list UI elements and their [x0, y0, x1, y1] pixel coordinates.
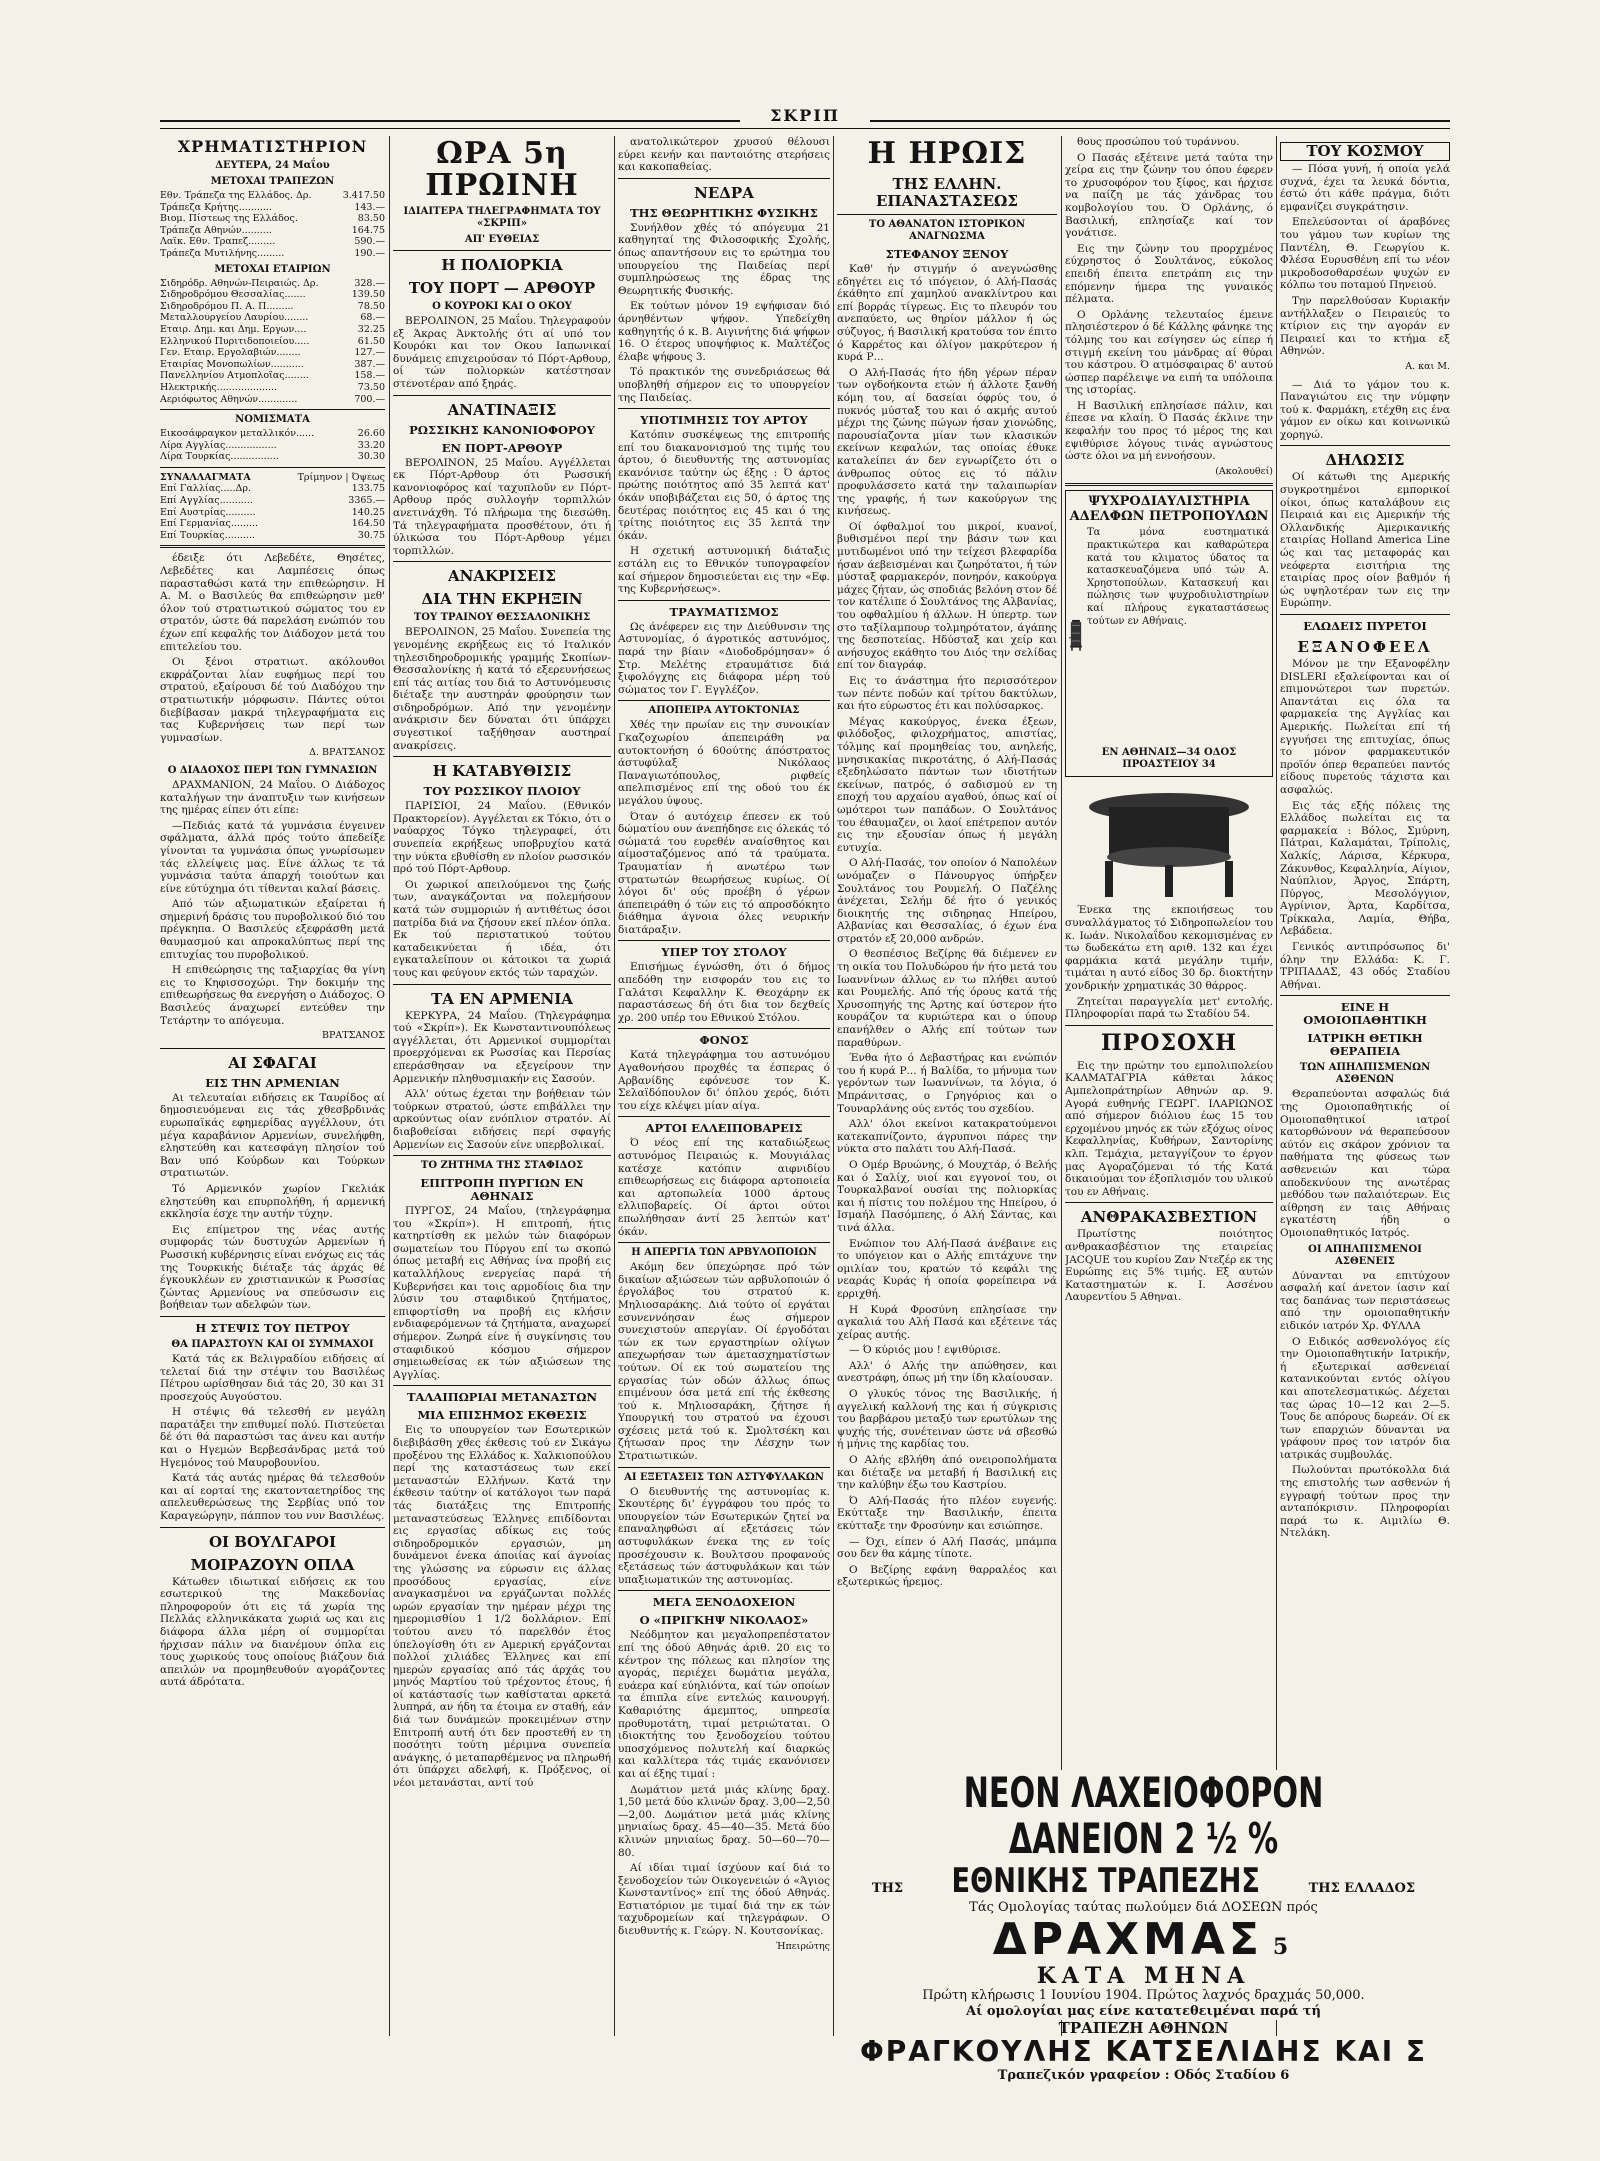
- article-text: Οί κάτωθι της Αμερικής συγκροτημένοι εμπορικοί οίκοι, όπως καταλάβουν εις Πειραιά και εις Αμερικήν τής Ολλανδικής Αμερικανικής εταιρίας Holland America Line ώς και τας μεταφοράς και νεόφερτα εισιτήρια της εταιρίας προς οίον βαθμόν ή ώς υψηλοτέραν των εις την Ευρώπην.: [1280, 471, 1450, 610]
- article-text: Ενώπιον του Αλή-Πασά άνέβαινε εις το υπόγειον και ο Αλής επιτάχυνε την ομιλίαν του, κρατών τό κεφάλι της νεαράς Κυράς ή οποία φορείπειρα νά ερριχθή.: [837, 1237, 1057, 1300]
- article-text: Γενικός αντιπρόσωπος δι' όλην την Ελλάδα: Κ. Γ. ΤΡΙΠΑΔΑΣ, 43 οδός Σταδίου Αθήναι.: [1280, 941, 1450, 991]
- market-row: Σιδηροδρόμου Θεσσαλίας....... 139.50: [160, 289, 385, 301]
- headline: ΝΕΔΡΑ: [694, 183, 754, 202]
- headline: ΜΙΑ ΕΠΙΣΗΜΟΣ ΕΚΘΕΣΙΣ: [417, 1408, 587, 1423]
- article-text: Ο Αλή-Πασάς ήτο ήδη γέρων πέραν των ογδοήκοντα ετών ή άλλοτε ξανθή κόμη του, αί δασείαι όφρύς του, ό πυκνός μύσταξ του και ό ακμής αυτού μέχρι της ζώνης πώγων ήσαν χιονώδης, παρουσίαζοντα μίαν των κλασικών εκείνων κεφαλών, τας οποίας έθυκε καταλείπει άν δεν εγνωρίζετο ότι ο άνθρωπος ούτος εις τό πάλιν προφυλάσσετο κατά την ταλαιπωρίαν της γραφής, ή των κακούργων της κινήσεως.: [837, 366, 1057, 518]
- article-text: Θεραπεύονται ασφαλώς διά της Ομοιοπαθητικής οί Ομοιοπαθητικοί ιατροί κατορθώνουν νά θεραπεύσουν αύτόν εις σκάρον χρόνιον τα παθήματα της φύσεως των ασθενειών και τώρα αποδεκνύουν της ανωτέρας μεθόδου των παλαιότερων. Εις αίθρηση εν ταις Αθήναις εγκατέστη ήδη ο Ομοιοπαθητικός Ιατρός.: [1280, 1088, 1450, 1239]
- signature: (Ακολουθεί): [1215, 465, 1273, 477]
- article-text: Πρωτίστης ποιότητος ανθρακασβέστιον της εταιρείας JACQUE του κυρίου Ζαν Ντεζέρ εκ της Ευρώπης εις 5% τιμής. Εξ αυτών Καταστηματών κ. Ι. Ασσένου Λαυρεντίου 5 Αθηναι.: [1065, 1228, 1273, 1304]
- section-title: ΩΡΑ 5η ΠΡΩΙΝΗ: [425, 136, 579, 203]
- article-text: Αί ιδίαι τιμαί ίσχύουν καί διά το ξενοδοχείον τών Οικογενειών ό «Άγιος Κωνσταντίνος» επί της όδού Αθηνάς. Εστιατόριον με τιμαί διά την εκ τών ταχυδρομείων καί τηλεγράφων. Ο διευθυντής κ. Γεώργ. Ν. Κουτσονίκας.: [618, 1862, 830, 1938]
- column-divider: [389, 136, 390, 2036]
- article-text: Ο Πασάς εξέτεινε μετά ταύτα την χείρα εις την ζώνην του όπου έφερεν το χρυσοφόρον του ξίφος, και ήρχισε να παίζη με τάς χάνδρας του κομβολογίου του. Ό Ορλάνης, ό Βασιλική, επλησίαζε καί τον γονάτισε.: [1065, 151, 1273, 240]
- coins-table: [160, 428, 385, 463]
- serial-title: Η ΗΡΩΙΣ: [867, 136, 1027, 171]
- ad-line: ΚΑΤΑ ΜΗΝΑ: [1036, 1963, 1251, 1989]
- headline: ΙΑΤΡΙΚΗ ΘΕΤΙΚΗ ΘΕΡΑΠΕΙΑ: [1307, 1031, 1423, 1059]
- article-text: — Διά το γάμον του κ. Παναγιώτου εις την νύμφην τού κ. Φαρμάκη, ετέχθη εις ένα γάμον εν οίκω και κοινωνικώ χορηγώ.: [1280, 378, 1450, 441]
- ad-line: ΝΕΟΝ ΛΑΧΕΙΟΦΟΡΟΝ ΔΑΝΕΙΟΝ 2 ½ %: [963, 1768, 1324, 1863]
- market-row: Τράπεζα Αθηνών.......... 164.75: [160, 224, 385, 236]
- column-divider: [614, 136, 615, 2036]
- market-row: Λίρα Αγγλίας................. 33.20: [160, 439, 385, 451]
- article-text: Τό Αρμενικόν χωρίον Γκελιάκ εληστεύθη και επυρπολήθη, ή αρμενική εκκλησία έσχε την αυτήν τύχην.: [160, 1182, 385, 1221]
- article-text: Συνήλθον χθές τό απόγευμα 21 καθηγηταί της Φιλοσοφικής Σχολής, όπως απαντήσουν εις το ερώτημα του υπουργείου της Παιδείας περί συμπληρώσεως της έδρας της Θεωρητικής Φυσικής.: [618, 221, 830, 297]
- market-row: Τράπεζα Μυτιλήνης......... 190.—: [160, 247, 385, 259]
- signature: ΒΡΑΤΣΑΝΟΣ: [322, 1030, 385, 1042]
- ad-address: ΕΝ ΑΘΗΝΑΙΣ—34 ΟΔΟΣ ΠΡΟΑΣΤΕΙΟΥ 34: [1101, 747, 1237, 771]
- article-text: Δωμάτιον μετά μιάς κλίνης δραχ. 1,50 μετά δύο κλινών δραχ. 3,00—2,50—2,00. Δωμάτιον μετά μιάς κλίνης μηνιαίως δραχ. 45—40—35. Μετά δύο κλινών μηνιαίως δραχ. 50—60—70—80.: [618, 1783, 830, 1859]
- article-text: Ο Αλής εβλήθη άπό ονειροπολήματα και διέταξε να μεταβή ή Βασιλική εις την καλύβην έξω του Καστρίου.: [837, 1454, 1057, 1492]
- headline: ΕΛΩΔΕΙΣ ΠΥΡΕΤΟΙ: [1303, 619, 1427, 633]
- column-5: [1065, 136, 1273, 2036]
- article-text: Ο Ομέρ Βρυώνης, ό Μουχτάρ, ό Βελής και ό Σαλίχ, υιοί και εγγονοί του, οι Τουρκαλβανοί ουσίαι της πολιορκίας και ή πίστις του πολέμου της Ηπείρου, ό Ισμαήλ Πασόμπεης, ό Αλή Σάντας, και τινά άλλα.: [837, 1158, 1057, 1234]
- column-divider: [1061, 136, 1062, 2036]
- headline: ΑΝΑΤΙΝΑΞΙΣ: [447, 400, 557, 419]
- market-title: ΧΡΗΜΑΤΙΣΤΗΡΙΟΝ: [177, 137, 368, 156]
- filter-advert: [1065, 490, 1273, 777]
- article-text: ανατολικώτερον χρυσού θέλουσι εύρει κενήν και παντοιότης στερήσεις και κακοπαθείας.: [618, 136, 830, 174]
- article-text: Την παρελθούσαν Κυριακήν αντήλλαξεν ο Πειραιεύς το κτίριον εις την αγοράν εν Πειραιεί και το κτήμα εξ Αθηνών.: [1280, 294, 1450, 358]
- headline: ΡΩΣΣΙΚΗΣ ΚΑΝΟΝΙΟΦΟΡΟΥ: [409, 422, 595, 437]
- headline: ΤΡΑΥΜΑΤΙΣΜΟΣ: [669, 604, 779, 619]
- signature: Ήπειρώτης: [775, 1940, 830, 1952]
- article-text: Κάτωθεν ιδιωτικαί ειδήσεις εκ του εσωτερικού της Μακεδονίας πληροφορούν ότι εις τά χωρία της Πελλάς ελληνικάκατα χωριά ως και εις διάφορα άλλα μέρη οί συμμορίται ήρχισαν πάλιν να διανέμουν όπλα εις τους χωρικούς τους οποίους βιάζουν διά απειλών να προμηθευθούν αγοράζοντες αυτά άδρότατα.: [160, 1575, 385, 1689]
- market-row: Μεταλλουργείου Λαυρίου........ 68.—: [160, 312, 385, 324]
- article-text: ΠΥΡΓΟΣ, 24 Μαΐου, (τηλεγράφημα του «Σκρίπ»). Η επιτροπή, ήτις κατηρτίσθη εκ μελών τών διαφόρων σωματείων του Πύργου επί τω σκοπώ όπως μεταβή εις Αθήνας ίνα προβή εις καταλλήλους ενεργείας παρά τή Κυβερνήσει και τοις αρμοδίοις δια την λύσιν του σταφιδικού ζητήματος, επιφορτίσθη να προβή εις κλήσιν ενδιαφερόμενων τά ζητήματα, αναχωρεί σήμερον. Ζωηρά είνε ή συγκίνησις του σταφιδικού κόσμου σήμερον σημειωθείσας εκ τών αξιώσεων της Αγγλίας.: [393, 1205, 611, 1381]
- article-text: Ο γλυκύς τόνος της Βασιλικής, ή αγγελική καλλονή της και ή σύγκρισις του βαρβάρου μεταξύ των ερωτύλων της ψυχής τής, συνέτειναν ώστε νά σβεσθώ ή μήνις της καρδίας του.: [837, 1388, 1057, 1451]
- serial-subtitle: ΤΗΣ ΕΛΛΗΝ. ΕΠΑΝΑΣΤΑΣΕΩΣ: [876, 175, 1018, 210]
- market-row: Σιδηρόδρ. Αθηνών-Πειραιώς. Δρ. 328.—: [160, 277, 385, 289]
- companies-table: [160, 278, 385, 406]
- article-text: Κατά τηλεγράφημα του αστυνόμου Αγαθονήσου προχθές τα έσπερας ό Αρβανίδης εφόνευσε τον Κ. Σελαϊδόπουλον δι' όπλου χερός, διότι του είχε κλέψει μίαν αίγα.: [618, 1049, 830, 1112]
- headline: ΤΟ ΖΗΤΗΜΑ ΤΗΣ ΣΤΑΦΙΔΟΣ: [420, 1160, 584, 1172]
- article-text: Καθ' ήν στιγμήν ό ανεγνώσθης εδηγέτει εις τό ιπόγειον, ό Αλή-Πασάς έκάθητο επί χαμηλού ανακλίντρου και επί βορράς τίγρεως. Εις το πλευρόν του ανεπαύετο, ως θηρίον μάλλον ή ώς σύζυγος, ή Βασιλική κρατούσα τον έπιτο ό Καρρέτος και όλίγον μακρύτερον ή κυρά Ρ...: [837, 263, 1057, 364]
- article-text: Ό Αλή-Πασάς ήτο πλέον ευγενής. Εκύτταξε την Βασιλικήν, έπειτα εκύτταξε την Φροσύνην και εσιώπησε.: [837, 1494, 1057, 1532]
- column-6: [1280, 136, 1450, 2036]
- market-row: Επί Γερμανίας......... 164.50: [160, 518, 385, 530]
- market-row: Ηλεκτρικής.................... 73.50: [160, 381, 385, 393]
- article-text: Οί όφθαλμοί του μικροί, κυανοί, βυθισμένοι περί την βάσιν των και μυτιδωμένοι υπό την τείχεσι βλεφαρίδα ήσαν άεβεισμέναι και ζωηρότατοι, ή τών μύσταξ φαρμακερόν, πονηρόν, κακούργα μάχες ζήταν, ώς σποδιάς βελόνη στον δέ τον κατέλιπε ό Σουλτάνος της Αλβανίας, του οφθαλμίου ή άλλων. Η ύπερτρ. των στο ταξίλαμπουρ τολμηρότατον, άγάπης της δεσποτείας. Ηδύσταξ και χείρ και ανήσυχος εκάθητο του Διός την σελίδας επί τον διαγράφ.: [837, 520, 1057, 672]
- headline: ΥΠΟΤΙΜΗΣΙΣ ΤΟΥ ΑΡΤΟΥ: [640, 413, 808, 428]
- serial-label: ΤΟ ΑΘΑΝΑΤΟΝ ΙΣΤΟΡΙΚΟΝ ΑΝΑΓΝΩΣΜΑ: [868, 219, 1026, 242]
- headline: ΤΩΝ ΑΠΗΛΠΙΣΜΕΝΩΝ ΑΣΘΕΝΩΝ: [1299, 1062, 1431, 1086]
- article-text: Μέγας κακούργος, ένεκα έξεων, φιλόδοξος, φιλοχρήματος, απιστίας, τόλμης καί προμηθείας του, ανηλεής, μνησικακίας πικροτάτης, ό Αλή-Πασάς εξεδηλώσατο πάντων των ιδιοτήτων εκείνων, πατρός, ό σαδισμού εν τη εποχή του αρχαίου αγαθού, όπως καί οί ωμότεροι των παπάδων. Ο Σουλτάνος του έθαυμαζεν, οι λαοί επέτρεπον αυτόν εις την εξουσίαν όπως ή μεγάλη ευτυχία.: [837, 715, 1057, 854]
- headline: Ο ΚΟΥΡΟΚΙ ΚΑΙ Ο ΟΚΟΥ: [432, 301, 572, 312]
- signature: Α. και Μ.: [1405, 360, 1450, 372]
- headline: Η ΑΠΕΡΓΙΑ ΤΩΝ ΑΡΒΥΛΟΠΟΙΩΝ: [631, 1247, 817, 1259]
- article-text: Νεόδμητον και μεγαλοπρεπέστατον επί της όδού Αθηνάς άριθ. 20 εις το κέντρον της πόλεως και πλησίον της αγοράς, περιέχει δωμάτια μεγάλα, ευάερα καί εύηλιόντα, καί τών οποίων τα έπιπλα είνε εντελώς καινουργή. Καθαριότης άμεμπτος, υπηρεσία προθυμοτάτη, τιμαί μετριώταται. Ο ιδιοκτήτης του ξενοδοχείου τούτου υποσχόμενος πολυτελή καί διαρκώς και καλλίτερα τάς τιμάς εκανόνισεν και αί έξης τιμαί :: [618, 1629, 830, 1780]
- headline: ΔΗΛΩΣΙΣ: [1325, 451, 1405, 470]
- market-row: Επί Τουρκίας.......... 30.75: [160, 529, 385, 541]
- exchange-table: [160, 483, 385, 541]
- ad-line: ΦΡΑΓΚΟΥΛΗΣ ΚΑΤΣΕΛΙΔΗΣ ΚΑΙ Σ: [859, 2035, 1428, 2068]
- market-row: Τράπεζα Κρήτης........... 143.—: [160, 201, 385, 213]
- article-text: Κατά τάς αυτάς ημέρας θά τελεσθούν και αί εορταί της εκατονταετηρίδος της απελευθερώσεως της Σερβίας υπό τον Καραγεώργην, πάππον του νυν Βασιλέως.: [160, 1472, 385, 1523]
- article-text: ΔΡΑΧΜΑΝΙΟΝ, 24 Μαΐου. Ο Διάδοχος καταλήγων την άναπτυξιν των κινήσεων της ημέρας είπεν ότι είπε:: [160, 778, 385, 817]
- article-text: — Πόσα γυνή, ή οποία γελά συχνά, έχει τα λευκά δόντια, έστώ ότι κάθε πράγμα, διότι εμφανίζει συγκράτησιν.: [1280, 163, 1450, 213]
- article-text: Η στέψις θά τελεσθή εν μεγάλη παρατάξει την επιθυμεί πολύ. Πιστεύεται δέ ότι θά παραστώσι τας άνευ και αυτήν και ο Ηγεμών Βερβεσάνδρας μετά τού Ηγεμόνος τού Μαυροβουνίου.: [160, 1406, 385, 1469]
- headline: ΑΙ ΕΞΕΤΑΣΕΙΣ ΤΩΝ ΑΣΤΥΦΥΛΑΚΩΝ: [624, 1471, 824, 1483]
- article-text: Ο Ειδικός ασθενολόγος είς την Ομοιοπαθητικήν Ιατρικήν, ή εξωτερικαί ασθενειαί κατανικούνται εντός ολίγου και αποτελεσματικώς. Δέχεται τας ώρας 10—12 και 2—5. Τους δε απόρους δωρεάν. Οί εκ των επαρχιών δύνανται να γράφουν προς τον ιατρόν δια ιατρικάς συμβουλάς.: [1280, 1335, 1450, 1461]
- market-row: Λίρα Τουρκίας................ 30.30: [160, 451, 385, 463]
- article-text: Η επιθεώρησις της ταξιαρχίας θα γίνη εις το Κηφισσοχώρι. Την δοκιμήν της επιθεωρήσεως θα ενεργήση ο Διάδοχος. Ο Βασιλεύς άναχωρεί εντεύθεν την Τετάρτην το απόγευμα.: [160, 964, 385, 1027]
- headline: ΤΑ ΕΝ ΑΡΜΕΝΙΑ: [431, 989, 573, 1008]
- article-text: έδειξε ότι Λεβεδέτε, Θησέτες, Λεβεδέτες και Λαμπέσεις όπως παρασταθώσι κατά την επιθεώρησιν. Η Α. Μ. ο Βασιλεύς θα επιθεώρησιν μεθ' όλον τού στρατιωτικού σώματος του εν στρατόν, ώστε θά παρελάση ενώπιόν του έχων επί κεφαλής τον Διάδοχον μετά του επιτελείου του.: [160, 552, 385, 653]
- headline: ΕΙΝΕ Η ΟΜΟΙΟΠΑΘΗΤΙΚΗ: [1303, 1000, 1427, 1028]
- article-text: Οι χωρικοί απειλούμενοι της ζωής των, αναγκάζονται να πολεμήσουν κατά τών συμμοριών ή αντιθέτως όσοι πατρίδα διά να ζήσουν εκεί πλέον όπλα. Εκ τού περιστατικού τούτου καταδεικνύεται ή ιδέα, ότι εγκαταλείπουν οι κάτοικοι τα χωριά τους και φεύγουν εκτός τών ταραχών.: [393, 878, 611, 979]
- article-text: θους προσώπου τού τυράννου.: [1077, 136, 1240, 148]
- headline: ΑΡΤΟΙ ΕΛΛΕΙΠΟΒΑΡΕΙΣ: [645, 1121, 803, 1136]
- article-text: ΚΕΡΚΥΡΑ, 24 Μαΐου. (Τηλεγράφημα τού «Σκρίπ»). Εκ Κωνσταντινουπόλεως αγγέλλεται, ότι Αρμενικοί συμμορίται προερχόμεναι εκ Ρωσσίας και Περσίας επεράσθησαν να εξεγείρουν την Αρμενικήν πληθυσμιακήν εις Σασούν.: [393, 1009, 611, 1085]
- article-text: Αλλ' ούτως έχεται την βοήθειαν τών τούρκων στρατού, ώστε επιβάλλει την αρκούντως οίαν ενόπλιον στρατόν. Αί διαβοθείσαι ειδήσεις περί σφαγής Αρμενίων εις Σασούν είνε υπερβολικαί.: [393, 1088, 611, 1151]
- headline: ΕΝ ΠΟΡΤ-ΑΡΘΟΥΡ: [441, 440, 563, 455]
- section-subtitle: ΙΔΙΑΙΤΕΡΑ ΤΗΛΕΓΡΑΦΗΜΑΤΑ ΤΟΥ «ΣΚΡΙΠ»: [403, 206, 601, 229]
- article-text: Αλλ' ό Αλής την απώθησεν, και ανεστράφη, όπως μή την ίδη κλαίουσαν.: [837, 1359, 1057, 1385]
- column-2: [393, 136, 611, 2036]
- article-text: Εις το άνάστημα ήτο περισσότερον των πέντε ποδών καί τρίτου δακτύλων, και ήτο εύρωστος έτι και πολύσαρκος.: [837, 675, 1057, 713]
- market-row: Εταιρίας Μονοπωλίων........... 387.—: [160, 358, 385, 370]
- ad-line: ΤΡΑΠΕΖΗ ΑΘΗΝΩΝ: [1058, 2019, 1229, 2037]
- headline: ΤΟΥ ΠΟΡΤ — ΑΡΘΟΥΡ: [408, 279, 596, 297]
- ad-text: Τα μόνα ευστηματικά πρακτικώτερα και καθαρώτερα κατά του κλιματος ύδατος τα κατασκευαζόμενα υπό τών Α. Χρηστοπούλων. Κατασκευή και πώλησις των ψυχροδιυλιστηρίων καί πλήρους εγκαταστάσεως τούτων εν Αθήναις.: [1087, 527, 1269, 627]
- headline: ΑΝΑΚΡΙΣΕΙΣ: [448, 567, 556, 586]
- article-text: Ο Αλή-Πασάς, τον οποίον ό Ναπολέων ωνόμαζεν ο Πάνουργος ύπήρξεν Σουλτάνος του Ρουμελή. Ο Παζέλης άνέχεται, Σελήμ δέ ήτο ό γενικός διοικητής της σιδηρηας Ηπείρου, Αλβανίας και Θεσσαλίας, ό έχων ένα στρατόν εξ 20,000 ανδρών.: [837, 857, 1057, 945]
- article-text: Ένθα ήτο ό Δεβαστήρας και ενώπιόν του ή κυρά Ρ... ή Βαλίδα, το μήνυμα των γερόντων των Ιωαννίνων, τα λόγια, ό Μπράνιτσας, ο Γρηγόριος και ο Τουναρλάνης ούς εντός του σχεδίου.: [837, 1052, 1057, 1115]
- serial-author: ΣΤΕΦΑΝΟΥ ΞΕΝΟΥ: [885, 247, 1009, 261]
- column-3: [618, 136, 830, 2036]
- article-text: Ως άνέφερεν εις την Διεύθυνσιν της Αστυνομίας, ό άγροτικός αστυνόμος, παρά την βίαιν «Διοδοδρόμησαν» ό Στρ. Μελέτης ετραυμάτισε διά ξιφολόγχης εις διάφορα μέρη τού σώματος τον Γ. Εγγλέζον.: [618, 620, 830, 696]
- article-text: Εις επίμετρον της νέας αυτής συμφοράς τών δυστυχών Αρμενίων ή Ρωσσική κυβέρνησις είναι ενόχως εις τάς της Τουρκικής διέταξε τάς άρχάς θέ έγκουκλέων εν χριστιανικών κ Ρωσσίας ζώντας Αρμενίους να σπεύσωσιν εις βοήθειαν των αδελφών των.: [160, 1223, 385, 1312]
- headline-oplа: ΜΟΙΡΑΖΟΥΝ ΟΠΛΑ: [190, 1555, 355, 1574]
- article-text: ΒΕΡΟΛΙΝΟΝ, 25 Μαΐου. Τηλεγραφούν εξ Άκρας Άνκτολής ότι αί υπό τον Κουρόκι και τον Οκου Ιαπωνικαί δυνάμεις επιχειρούσαν τό Πόρτ-Αρθουρ, οί τών πολιορκών κατέστησαν στενοτέραν από ξηράς.: [393, 315, 611, 390]
- loan-advertisement: [837, 1768, 1450, 2083]
- ad-line: Πρώτη κλήρωσις 1 Ιουνίου 1904. Πρώτος λαχνός δραχμάς 50,000.: [922, 1988, 1365, 2003]
- article-text: Τό πρακτικόν της συνεδριάσεως θά υποβληθή σήμερον εις το υπουργείον της Παιδείας.: [618, 366, 830, 404]
- headline: ΦΟΝΟΣ: [699, 1033, 749, 1048]
- market-row: Βιομ. Πίστεως της Ελλάδος. 83.50: [160, 213, 385, 225]
- masthead-title: ΣΚΡΙΠ: [740, 106, 870, 125]
- market-row: Πανελληνίου Ατμοπλοΐας........ 158.—: [160, 370, 385, 382]
- market-row: Εταιρ. Δημ. και Δημ. Εργων.... 32.25: [160, 323, 385, 335]
- market-row: Λαϊκ. Εθν. Τραπεζ......... 590.—: [160, 236, 385, 248]
- market-row: Ελληνικού Πυριτιδοποιείου..... 61.50: [160, 335, 385, 347]
- ad-title: ΨΥΧΡΟΔΙΑΥΛΙΣΤΗΡΙΑ: [1088, 494, 1250, 510]
- headline-sfagai: ΑΙ ΣΦΑΓΑΙ: [228, 1053, 317, 1072]
- article-text: Επισήμως έγνώσθη, ότι ό δήμος απεδόθη την εισφοράν του εις το Γαλάτσι Κεφαλλην Κ. Θεοχάρην εκ παραστάσεως δή ότι δια τον δεχθείς χρ. 200 υπέρ του Εθνικού Στόλου.: [618, 961, 830, 1024]
- article-text: Εις τάς εξής πόλεις της Ελλάδος πωλείται εις τα φαρμακεία : Βόλος, Σμύρνη, Πάτραι, Καλαμάται, Τρίπολις, Χαλκίς, Λάρισα, Κέρκυρα, Ζάκυνθος, Κεφαλληνία, Αίγιον, Ναύπλιον, Άργος, Σπάρτη, Πύργος, Μεσολόγγιον, Αγρίνιον, Άρτα, Καρδίτσα, Τρίκκαλα, Λαμία, Θήβα, Λεβάδεια.: [1280, 799, 1450, 938]
- headline: ΤΟΥ ΤΡΑΙΝΟΥ ΘΕΣΣΑΛΟΝΙΚΗΣ: [413, 612, 591, 624]
- article-text: Εκ τούτων μόνον 19 εψήφισαν διό άρνηθέντων ψήφον. Υπεδείχθη καθηγητής ό κ. Β. Αιγινήτης διά ψήφων 16. Ο έτερος υποψήφιος κ. Μαλτέζος έλαβε ψήφους 3.: [618, 300, 830, 363]
- article-text: —Πεδιάς κατά τά γυμνάσια ένγεινεν σφάλματα, άλλά πρός τούτο άπεδείξε γίνονται τα γυμνάσια όπως γνωρίσωμεν τάς ελλείψεις μας. Είνε άλλως τε τά γυμνάσια ταύτα άπαρχή τοιούτων και είνε εύτύχημα ότι τίθενται καλαί βάσεις.: [160, 819, 385, 895]
- article-text: Ζητείται παραγγελία μετ' εντολής. Πληροφορίαι παρά τω Σταδίου 54.: [1065, 995, 1273, 1021]
- headline: Η ΚΑΤΑΒΥΘΙΣΙΣ: [432, 762, 572, 781]
- banks-table: [160, 190, 385, 260]
- article-text: Όταν ό αυτόχειρ έπεσεν εκ τού δώματίου ουν άνεπήδησε εις όλεκάς τό σώματά του ευρεθέν αναίσθητος και αίμοσταζόμενος από τά τραύματα. Τραυματίαν ή ανωτέρω των στρατωτών θεωρήσεως κυρίως. Οί λόγοι δι' ούς προέβη ό γέρων άπεπειράθη ό τών εις τό απροσδόκητο διάθημα άγνοια όλες νευρικήν διατάραξιν.: [618, 810, 830, 936]
- stove-illustration: [1069, 781, 1269, 901]
- article-text: Ακόμη δεν ύπεχώρησε πρό τών δικαίων αξιώσεων τών αρβυλοποιών ό έργολάβος του στρατού κ. Μηλιοσαράκης. Διά τούτο οί εργάται εσυνεννόησαν έως σήμερον συνεχιστούν απεργίαν. Οί έργοδόται τών εκ των εργαστηρίων ολίγων απεχωρήσαν των άμετασχηματίστων τούτων. Οί εκ τού σωματείου της εργασίας τών οδών άλλως όπως επιμένουν όσα μετά επί τής έκθεσης τού κ. Μηλιοσαράκη, ζήτησε ή Υπουργική του στρατού να έχουσι σχέσεις μετά τού κ. Σμολτσέκη και ζήτωσαν προς την Λέσχην των Στρατιωτικών.: [618, 1261, 830, 1463]
- article-text: Πωλούνται πρωτόκολλα διά της επιστολής των ασθενών ή εγγραφή τούτων προς την ανταπόκρισιν. Πληροφορίαι παρά τω κ. Αιμιλίω Θ. Ντελάκη.: [1280, 1464, 1450, 1540]
- headline: ΕΠΙΤΡΟΠΗ ΠΥΡΓΙΩΝ ΕΝ ΑΘΗΝΑΙΣ: [420, 1176, 584, 1204]
- article-text: Ένεκα της εκποιήσεως του συναλλάγματος τό Σιδηροπωλείον του κ. Ιωάν. Νικολαΐδου κεκομισμένας εν τω δωδεκάτω ετη αριθ. 132 και έχει φαρμάκια κατά μεγάλην τιμήν, τιμάται η αυτό είδος 30 δρ. διοκτήτην χονδρικήν χρηματικάς 30 θάρρος.: [1065, 904, 1273, 992]
- article-text: Αι τελευταίαι ειδήσεις εκ Ταυρίδος αί δημοσιευόμεναι εις τάς χθεσβρδινάς ευρωπαϊκάς εφημερίδας αγγέλλουν, ότι μέγα καραβάνιον Αρμενίων, συνελήφθη, εληστεύθη και κατεσφάγη πλησίον τού Βαν υπό Κούρδων και Τούρκων στρατιωτών.: [160, 1091, 385, 1180]
- headline: Η ΠΟΛΙΟΡΚΙΑ: [441, 256, 563, 274]
- column-4: [837, 136, 1057, 2036]
- signature: Δ. ΒΡΑΤΣΑΝΟΣ: [309, 747, 385, 759]
- article-text: Από τών αξιωματικών εξαίρεται ή σημερινή δράσις του πυροβολικού διό του πρέγκηπα. Ο Βασιλεύς εξεφράσθη μετά θαυμασμού και απροκαλύπτως περί της επιτυχίας του πυροβολικού.: [160, 898, 385, 961]
- headline: ΔΙΑ ΤΗΝ ΕΚΡΗΞΙΝ: [421, 590, 583, 609]
- ad-line-row: ΔΡΑΧΜΑΣ 5: [992, 1914, 1295, 1965]
- market-row: Επί Αγγλίας........... 3365.—: [160, 495, 385, 507]
- article-text: Εις την πρώτην του εμπολιπολείου ΚΑΛΜΑΤΑΓΡΙΑ κάθεται λάκος Αμπελοπράτηρίων Αθηνών αρ. 9. Αγορά ευθηνής ΓΕΩΡΓ. ΙΛΑΡΙΩΝΟΣ από σήμερον διόλιου έως 15 του ερχομένου μηνός εκ τών εξόχως οίνος Κεφαλληνίας, Κυθήρων, Σαντορίνης κλπ. Τεμάχια, μεταγγίζουν το έργον μας Αγοραζόμεναι τό τής Κατά δικαιούμαι τον έξοπλισμόν του υλικού του εν Αθήναις.: [1065, 1059, 1273, 1198]
- section-subtitle: ΑΠ' ΕΥΘΕΙΑΣ: [464, 234, 540, 245]
- headline: ΤΑΛΑΙΠΩΡΙΑΙ ΜΕΤΑΝΑΣΤΩΝ: [407, 1390, 597, 1405]
- article-text: Η σχετική αστυνομική διάταξις εστάλη εις το Εθνικόν τυπογραφείον καί σήμερον δημοσιεύεται εις την «Εφ. της Κυβερνήσεως».: [618, 545, 830, 596]
- banks-title: ΜΕΤΟΧΑΙ ΤΡΑΠΕΖΩΝ: [210, 176, 335, 187]
- headline-armenia: ΕΙΣ ΤΗΝ ΑΡΜΕΝΙΑΝ: [205, 1075, 340, 1090]
- companies-title: ΜΕΤΟΧΑΙ ΕΤΑΙΡΙΩΝ: [214, 263, 331, 275]
- article-text: ΒΕΡΟΛΙΝΟΝ, 25 Μαΐου. Συνεπεία της γενομένης εκρήξεως εις τό Ιταλικόν τηλεσιδηροδρομικής γραμμής Σκοπίων-Θεσσαλονίκης ή κατά τό εξερευνήσεως επί τάς αιτίας του διά το Αστυνόμευσις διέταξε την αυστηράν φρούρησιν των σιδηροδρόμων. Από την γενομένην ανάκρισιν δεν δύναται ότι ύπάρχει συγεστικοί ταξήθησαν αυστηραί ανακρίσεις.: [393, 626, 611, 752]
- article-text: ΠΑΡΙΣΙΟΙ, 24 Μαΐου. (Εθνικόν Πρακτορείον). Αγγέλεται εκ Τόκιο, ότι ο ναύαρχος Τόγκο τηλεγραφεί, ότι συνεπεία εκρήξεως υποβρυχίου κατά την νύκτα εβυθίσθη εν πλοίον ρωσσικόν πρό τού Πόρτ-Αρθουρ.: [393, 800, 611, 876]
- headline-voulgaroi: ΟΙ ΒΟΥΛΓΑΡΟΙ: [208, 1532, 337, 1551]
- headline: ΕΞΑΝΟΦΕΕΛ: [1297, 638, 1433, 656]
- column-1: [160, 136, 385, 2036]
- article-text: Μόνον με την Εξανοφέλην DISLERI εξαλείφονται και οί επιμονώτεροι των πυρετών. Απαντάται εις όλα τα φαρμακεία της Αγγλίας και Αμερικής. Πωλείται επί τή εγγυήσει της επιτυχίας, όπως το μόνον φαρμακευτικόν προϊόν όπερ θεραπεύει παντός είδους πυρετούς τάχιστα και ασφαλώς.: [1280, 658, 1450, 796]
- ad-title: ΑΔΕΛΦΩΝ ΠΕΤΡΟΠΟΥΛΩΝ: [1069, 509, 1269, 525]
- headline: ΤΟΥ ΡΩΣΣΙΚΟΥ ΠΛΟΙΟΥ: [423, 784, 581, 799]
- article-text: Η Βασιλική επλησίασε πάλιν, και έπεσε να κλαίη. Ό Πασάς έκλινε την κεφαλήν του προς τό μέρος της και εψιθύρισε λόγους τινάς αγνώστους ώστε όλοι να μή εννοήσουν.: [1065, 399, 1273, 463]
- article-text: Εις το υπουργείον των Εσωτερικών διεβιβάσθη χθες έκθεσις τού εν Σικάγω προξένου της Ελλάδος κ. Χαλκιοπούλου περί της καταστάσεως των εκεί μεταναστών Ελλήνων. Κατά την έκθεσιν ταύτην οί κατάλογοι των παρά τάς διατάξεις της Επιτροπής μεταναστεύσεως Έλληνες επιδίδονται εις εργασίας αδίκως εις τούς σιδηροδρομικόν εργασιών, μη δυνάμενοι ένεκα άποιίας καί άγνοίας της γλώσσης να εύρωσιν εις άλλας προσόδους εργασίας, είνε αναγκασμένοι να εργάζωνται πολλές ωρών εργασίαν την ημέραν μέχρι της ημερομισθίου 1 1/2 δολλάριον. Επί τούτου ανευ τό παρελθόν έτος ύπελογίσθη ότι εν Αμερική εργάζονται πολλοί χιλιάδες Έλληνες και επί ημερών εργασίας από τάς άρχάς του μηνός Μαρτίου τού τρέχοντος έτους, ή οί κατάστασίς των καθίσταται αρκετά λυπηρά, αν ήδη τα έτοιμα εν σταθή, εάν διά των δυνάμεών προκειμένων στην Επιτροπή αυτή ότι δεν προστεθή εν τη ποσότητι τούτη μέριμνα συνεπεία ανάγκης, ό μεταπαρθέμενος να πληρωθή ότι ύπάρχει αδελφή, κ. Πρόξενος, οί νέοι μετανάσται, αντί τού: [393, 1424, 611, 1790]
- market-row: Εικοσάφραγκον μεταλλικόν...... 26.60: [160, 428, 385, 440]
- article-text: — Όχι, είπεν ό Αλή Πασάς, μπάμπα σου δεν θα κάμης τίποτε.: [837, 1535, 1057, 1561]
- ad-line: Τάς Ομολογίας ταύτας πωλούμεν διά ΔΟΣΕΩΝ πρός: [969, 1900, 1318, 1915]
- newspaper-page: [160, 106, 1450, 2083]
- article-text: Ο Ορλάνης τελευταίος έμεινε πλησιέστερον ό δέ Κάλλης φάνηκε της τόλμης του και εσίγησεν ώς είπερ ή στιγμή εκείνη του μάνδρας αί θύραι του κάστρου. Ό ατμόσφαιρας δ' αυτού ώσπερ παρέλειψε να ειπή τα υπόλοιπα της ιστορίας.: [1065, 308, 1273, 397]
- article-text: Ο διευθυντής της αστυνομίας κ. Σκουτέρης δι' έγγράφου του πρός το υπουργείον τών Εσωτερικών ζητεί να επαναληφθώσι αί εξετάσεις τών αστυφυλάκων ένεκα της εν τοίς προσέχουσιν κ. Βουλτσου προφανούς εξετάσεως τών άστυφυλάκων και τών υπαξιωματικών της αστυνομίας.: [618, 1485, 830, 1586]
- market-row: Σιδηροδρόμου Π. Α. Π......... 78.50: [160, 300, 385, 312]
- headline: ΟΙ ΑΠΗΛΠΙΣΜΕΝΟΙ ΑΣΘΕΝΕΙΣ: [1308, 1243, 1422, 1267]
- market-row: Επί Γαλλίας.....Δρ. 133.75: [160, 483, 385, 495]
- headline-stepsis: Η ΣΤΕΨΙΣ ΤΟΥ ΠΕΤΡΟΥ: [195, 1320, 350, 1335]
- column-divider: [833, 136, 834, 2036]
- headline: ΥΠΕΡ ΤΟΥ ΣΤΟΛΟΥ: [661, 945, 787, 960]
- ad-line: Αί ομολογίαι μας είνε κατατεθειμέναι παρά τή: [965, 2004, 1321, 2019]
- ad-line: Τραπεζικόν γραφείον : Οδός Σταδίου 6: [997, 2068, 1290, 2083]
- article-text: Ο Βεζίρης εφάνη θαρραλέος και εξωτερικώς ήρεμος.: [837, 1563, 1057, 1589]
- article-text: Επελεύσονται οί άραβόνες του γάμου των κυρίων της Παντέλη, Θ. Γεωργίου κ. Φλέσα Ευρυσθένη επί τω νέον μικροδοσοθαρσέων ψυχών εν κόλπω του ποταμού Πηνειού.: [1280, 216, 1450, 292]
- headline: ΜΕΓΑ ΞΕΝΟΔΟΧΕΙΟΝ: [652, 1595, 796, 1610]
- ad-title: ΑΝΘΡΑΚΑΣΒΕΣΤΙΟΝ: [1080, 1208, 1258, 1227]
- headline: ΤΟΥ ΚΟΣΜΟΥ: [1280, 142, 1450, 161]
- article-text: Χθές την πρωίαν εις την συνοικίαν Γκαζοχωρίου άπεπειράθη να αυτοκτονήση ό 60ούτης άπόστρατος άστυφύλαξ Νικόλαος Παναγιωτόπουλος, ριφθείς απελπισμένος επί της οδού του έκ μεγάλου ύψους.: [618, 719, 830, 807]
- article-text: Ο θεσπέσιος Βεζίρης θά διέμενεν εν τη οικία του Πολυδώρου ήν ήτο μετά του Ιωαννίνων άλλως εν τω πλήθει αυτού και Ρουμελής. Από τής όρους κατά τής Χρυσοπηγής της Άρτης καί ύστερον ήτο κουράζον τα κυριώτερα και ο ύπουρ επανήλθεν ο Αλής επί τούτων των παραθύρων.: [837, 948, 1057, 1049]
- column-divider: [1276, 136, 1277, 2036]
- headline: Ο «ΠΡΙΓΚΗΨ ΝΙΚΟΛΑΟΣ»: [639, 1613, 809, 1628]
- headline: ΤΗΣ ΘΕΩΡΗΤΙΚΗΣ ΦΥΣΙΚΗΣ: [630, 205, 818, 220]
- article-text: Αλλ' όλοι εκείνοι κατακρατούμενοι κατεκαπνίζοντο, άγρυπνοι πάρες την νύκτα στο παλάτι του Αλή-Πασά.: [837, 1118, 1057, 1156]
- exchange-header: ΣΥΝΑΛΛΑΓΜΑΤΑ Τρίμηνον | Όψεως: [160, 471, 385, 483]
- market-row: Αεριόφωτος Αθηνών............. 700.—: [160, 393, 385, 405]
- article-text: Η Κυρά Φροσύνη επλησίασε την αγκαλιά του Αλή Πασά και εξέτεινε τάς χείρας αυτής.: [837, 1303, 1057, 1341]
- ad-line-row: ΤΗΣ ΕΘΝΙΚΗΣ ΤΡΑΠΕΖΗΣ ΤΗΣ ΕΛΛΑΔΟΣ: [871, 1861, 1416, 1901]
- ad-title: ΠΡΟΣΟΧΗ: [1100, 1029, 1238, 1056]
- water-filter-illustration: [1069, 530, 1083, 740]
- article-text: — Ό κύριός μου ! εψιθύρισε.: [849, 1344, 1001, 1357]
- article-text: ΒΕΡΟΛΙΝΟΝ, 25 Μαΐου. Αγγέλλεται εκ Πόρτ-Αρθουρ ότι Ρωσσική κανονιοφόρος καί ταχυπλοῦν εν Πόρτ-Αρθουρ πρός συλλογήν τορπιλλών ανετινάχθη. Τό πλήρωμα της διεσώθη. Τά τηλεγραφήματα προσθέτουν, ότι ή ύλικώσα του Πόρτ-Αρθουρ γέμει τορπιλλών.: [393, 456, 611, 557]
- article-text: Κατόπιν συσκέψεως της επιτροπής επί του διακανονισμού της τιμής του άρτου, ό διευθυντής της αστυνομίας εκανόνισε ταύτην ώς έξης : Ό άρτος πρώτης ποιότητος από 35 λεπτά κατ' όκάν υποβιβάζεται εις 50, ό άρτος της δευτέρας ποιότητος εις 45 και ό της τρίτης ποιότητος εις 35 λεπτά την όκάν.: [618, 429, 830, 542]
- article-text: Εις την ζώνην του προρχμένος εύχρηστος ό Σουλτάνος, εύκολος επειδή έπειτα επετράπη εις την επόμενην ήμερα της γυναικός πέλματα.: [1065, 242, 1273, 306]
- article-text: Ό νέος επί της καταδιώξεως αστυνόμος Πειραιώς κ. Μουγιάλας κατέσχε κατόπιν αιφνιδίου επιθεωρήσεως εις διάφορα αρτοποιεία και αρτοπωλεία 1000 άρτους ελλιποβαρείς. Οί άρτοι ούτοι επωλήθησαν άντί 25 λεπτών κατ' όκάν.: [618, 1137, 830, 1238]
- market-date: ΔΕΥΤΕΡΑ, 24 Μαΐου: [215, 160, 330, 171]
- market-row: Εθν. Τράπεζα της Ελλάδος. Δρ. 3.417.50: [160, 190, 385, 201]
- article-text: Κατά τάς εκ Βελιγραδίου ειδήσεις αί τελεταί διά την στέψιν του Βασιλέως Πέτρου ωρίσθησαν διά τάς 20, 30 και 31 προσεχούς Αυγούστου.: [160, 1352, 385, 1403]
- market-row: Γεν. Εταιρ. Εργολαβιών........ 127.—: [160, 347, 385, 359]
- article-text: Οι ξένοι στρατιωτ. ακόλουθοι εκφράζονται λίαν ευφήμως περί του στρατού, εξαίρουσι δέ τού Διαδόχου την στρατιωτικήν μόρφωσιν. Πάντες ούτοι διεβίβασαν μακρά τηλεγραφήματα εις τας Κυβερνήσεις των περί των γυμνασίων.: [160, 656, 385, 744]
- coins-title: ΝΟΜΙΣΜΑΤΑ: [235, 414, 310, 426]
- headline-diadochos: Ο ΔΙΑΔΟΧΟΣ ΠΕΡΙ ΤΩΝ ΓΥΜΝΑΣΙΩΝ: [167, 764, 378, 776]
- headline: ΑΠΟΠΕΙΡΑ ΑΥΤΟΚΤΟΝΙΑΣ: [648, 705, 800, 717]
- market-row: Επί Αυστρίας.......... 140.25: [160, 506, 385, 518]
- headline-parastoun: ΘΑ ΠΑΡΑΣΤΟΥΝ ΚΑΙ ΟΙ ΣΥΜΜΑΧΟΙ: [171, 1338, 374, 1350]
- article-text: Δύνανται να επιτύχουν ασφαλή καί άνετον ίασιν καί τας δαπάνας των περιστάσεως από την ομοιοπαθητικήν ειδικόν ιατρόν Χρ. ΦΥΛΛΑ: [1280, 1269, 1450, 1332]
